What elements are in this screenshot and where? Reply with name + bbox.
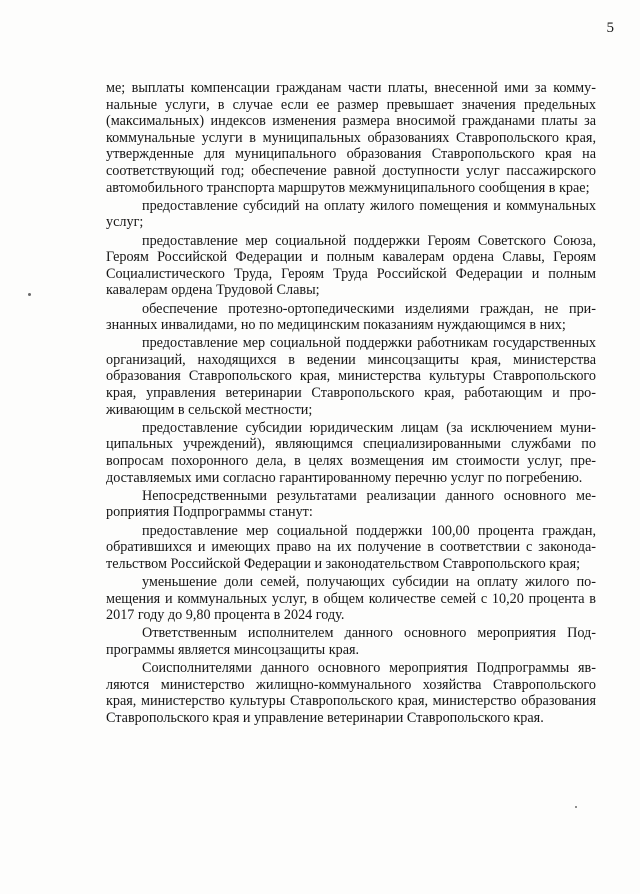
paragraph-10: Ответственным исполнителем данного основного мероприятия Подпрограммы является минсоцзащиты края. [106,625,596,658]
paragraph-3: предоставление мер социальной поддержки Героям Советского Союза, Героям Российской Федерации и полным кавалерам ордена Славы, Героям Социалистического Труда, Героям Труда Российской Федерации и полным кавалерам ордена Трудовой Славы; [106,232,596,299]
paragraph-1: ме; выплаты компенсации гражданам части платы, внесенной ими за коммунальные услуги, в случае если ее размер превышает значения предельных (максимальных) индексов изменения размера вносимой гражданами платы за коммунальные услуги в муниципальных образованиях Ставропольского края, утвержденные для муниципального образования Ставропольского края на соответствующий год; обеспечение равной доступности услуг пассажирского автомобильного транспорта маршрутов межмуниципального сообщения в крае; [106,80,596,196]
paragraph-5: предоставление мер социальной поддержки работникам государственных организаций, находящихся в ведении минсоцзащиты края, министерства образования Ставропольского края, министерства культуры Ставропольского края, управления ветеринарии Ставропольского края, работающим и проживающим в сельской местности; [106,335,596,418]
body-text [106,80,596,728]
paragraph-8: предоставление мер социальной поддержки 100,00 процента граждан, обратившихся и имеющих право на их получение в соответствии с законодательством Российской Федерации и законодательством Ставропольского края; [106,522,596,572]
paragraph-2: предоставление субсидий на оплату жилого помещения и коммунальных услуг; [106,197,596,231]
scan-speck [575,806,577,808]
paragraph-7: Непосредственными результатами реализации данного основного мероприятия Подпрограммы станут: [106,487,596,521]
paragraph-11: Соисполнителями данного основного мероприятия Подпрограммы являются министерство жилищно-коммунального хозяйства Ставропольского края, министерство культуры Ставропольского края, министерство образования Ставропольского края и управление ветеринарии Ставропольского края. [106,660,596,726]
paragraph-4: обеспечение протезно-ортопедическими изделиями граждан, не признанных инвалидами, но по медицинским показаниям нуждающимся в них; [106,300,596,334]
scan-speck [28,293,31,296]
paragraph-6: предоставление субсидии юридическим лицам (за исключением муниципальных учреждений), являющимся специализированными службами по вопросам похоронного дела, в целях возмещения им стоимости услуг, предоставляемых ими согласно гарантированному перечню услуг по погребению. [106,419,596,486]
paragraph-9: уменьшение доли семей, получающих субсидии на оплату жилого помещения и коммунальных услуг, в общем количестве семей с 10,20 процента в 2017 году до 9,80 процента в 2024 году. [106,573,596,624]
page-number: 5 [606,20,614,36]
